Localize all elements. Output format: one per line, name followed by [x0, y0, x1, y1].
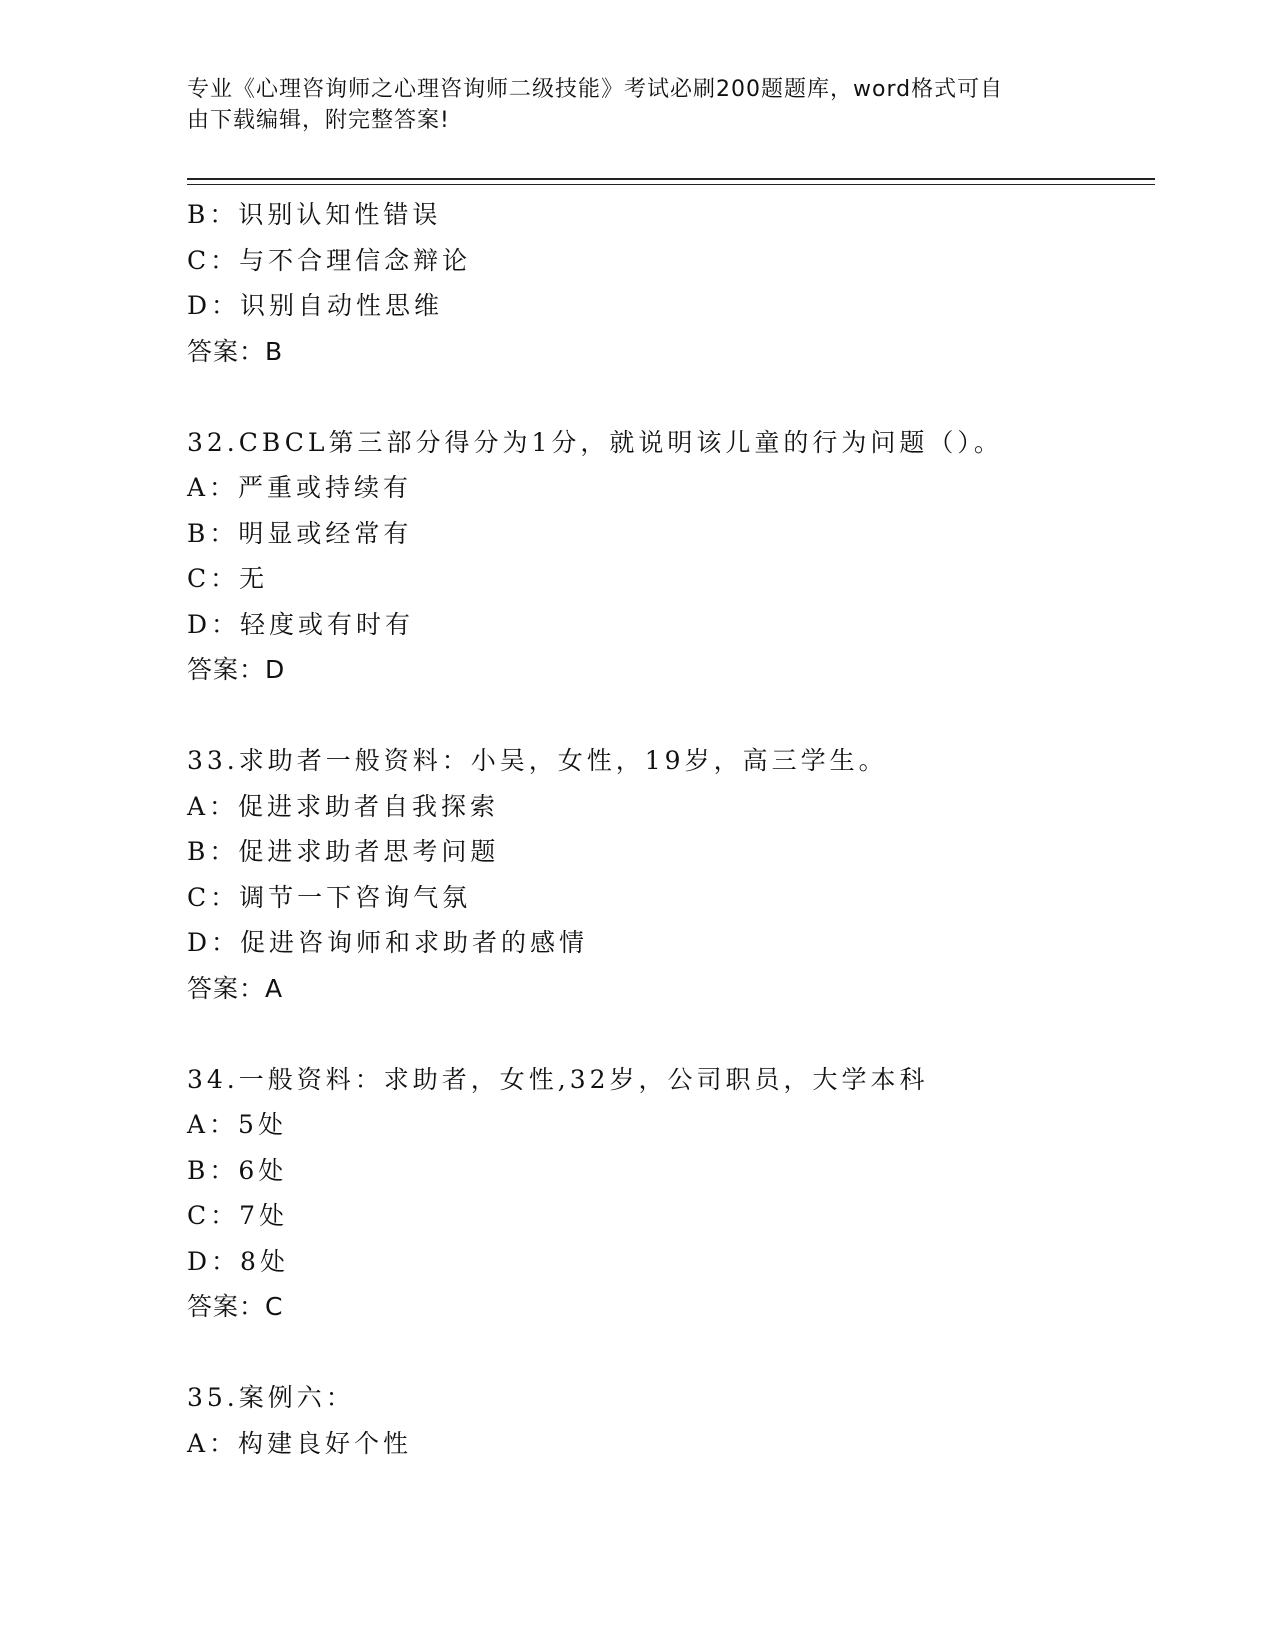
option-c: C：与不合理信念辩论 — [187, 245, 472, 275]
question-list — [187, 192, 1155, 1466]
spacer — [187, 693, 1155, 739]
option-d: D：促进咨询师和求助者的感情 — [187, 928, 589, 957]
option-b: B：促进求助者思考问题 — [187, 837, 500, 866]
option-a: A：5处 — [187, 1110, 287, 1139]
document-header — [187, 74, 1077, 136]
option-d: D：识别自动性思维 — [187, 291, 444, 320]
question-stem: 33.求助者一般资料：小吴，女性，19岁，高三学生。 — [187, 746, 888, 775]
spacer — [187, 1330, 1155, 1376]
question-block-33 — [187, 738, 1155, 1011]
question-block-34 — [187, 1057, 1155, 1330]
header-line-1: 专业《心理咨询师之心理咨询师二级技能》考试必刷200题题库，word格式可自 — [187, 77, 1004, 102]
header-divider-thick — [187, 178, 1155, 180]
answer-line: 答案：A — [187, 973, 284, 1003]
question-stem: 32.CBCL第三部分得分为1分，就说明该儿童的行为问题（）。 — [187, 427, 1003, 457]
answer-line: 答案：D — [187, 655, 286, 684]
option-a: A：构建良好个性 — [187, 1428, 413, 1458]
question-stem: 34.一般资料：求助者，女性,32岁，公司职员，大学本科 — [187, 1064, 929, 1094]
spacer — [187, 374, 1155, 420]
question-block-32 — [187, 420, 1155, 693]
option-d: D：轻度或有时有 — [187, 609, 415, 639]
header-divider-thin — [187, 184, 1155, 185]
option-b: B：6处 — [187, 1155, 288, 1185]
option-c: C：调节一下咨询气氛 — [187, 882, 472, 912]
question-block-carryover — [187, 192, 1155, 374]
option-c: C：无 — [187, 564, 269, 593]
question-stem: 35.案例六： — [187, 1383, 355, 1412]
question-block-35 — [187, 1375, 1155, 1466]
header-line-2: 由下载编辑，附完整答案! — [187, 108, 450, 133]
spacer — [187, 1011, 1155, 1057]
option-a: A：严重或持续有 — [187, 473, 413, 502]
answer-line: 答案：B — [187, 336, 284, 366]
option-c: C：7处 — [187, 1201, 289, 1230]
answer-line: 答案：C — [187, 1292, 284, 1321]
option-b: B：明显或经常有 — [187, 518, 413, 548]
option-b: B：识别认知性错误 — [187, 200, 442, 229]
option-d: D：8处 — [187, 1246, 289, 1276]
option-a: A：促进求助者自我探索 — [187, 791, 500, 821]
